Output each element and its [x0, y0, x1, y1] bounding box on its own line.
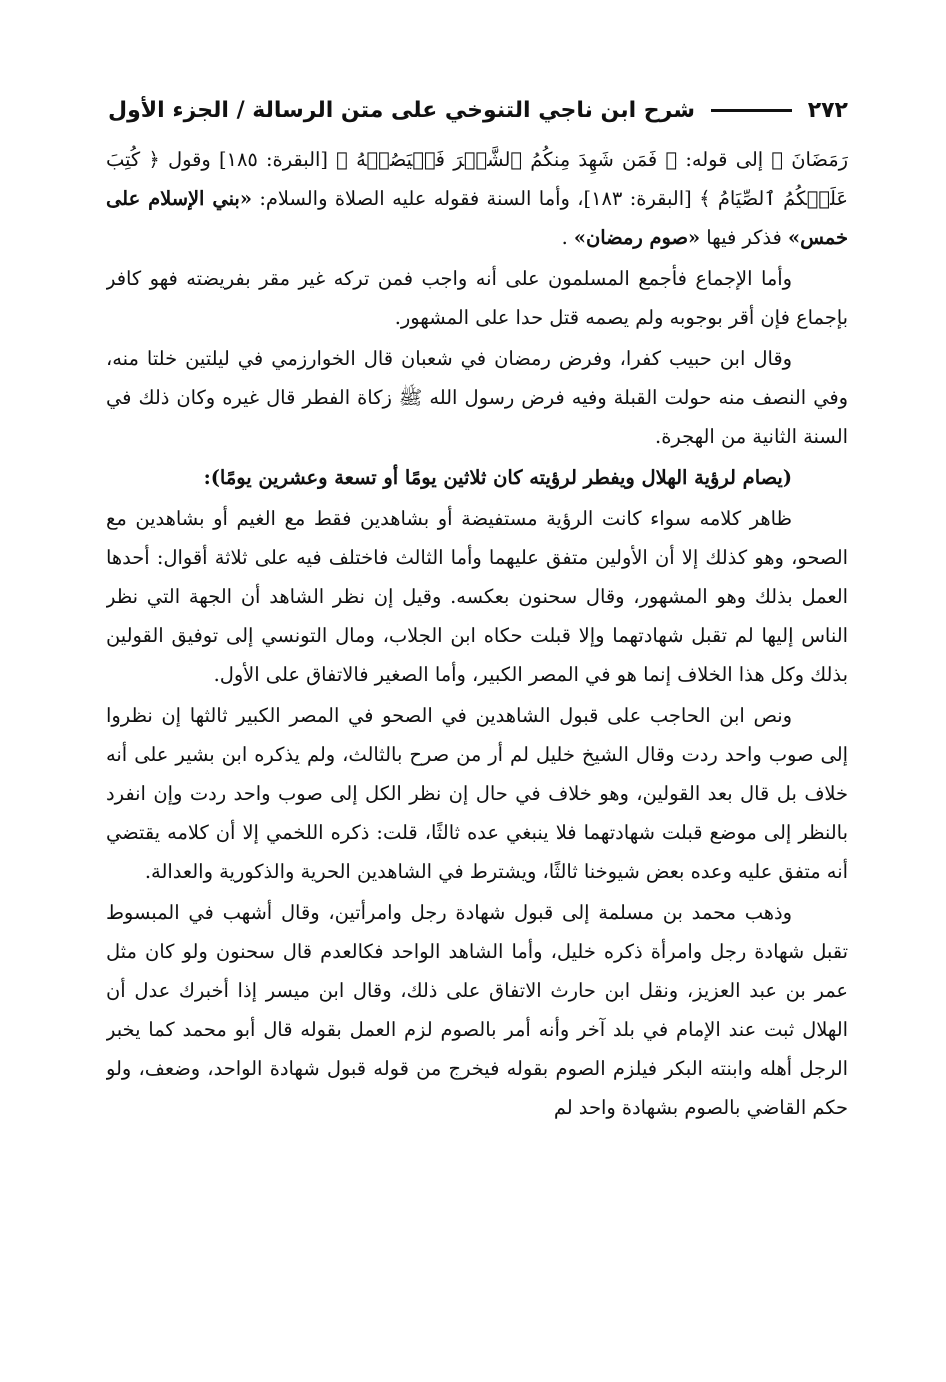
- paragraph-4: ظاهر كلامه سواء كانت الرؤية مستفيضة أو بشاهدين فقط مع الغيم أو بشاهدين مع الصحو، وهو كذلك إلا أن الأولين متفق عليهما وأما الثالث فاختلف فيه على ثلاثة أقوال: أحدها العمل بذلك وهو المشهور، وقال سحنون بعكسه. وقيل إن نظر الشاهد أن الجهة التي نظر الناس إليها لم تقبل شهادتهما وإلا قبلت حكاه ابن الجلاب، ومال التونسي إلى توفيق القولين بذلك وكل هذا الخلاف إنما هو في المصر الكبير، وأما الصغير فالاتفاق على الأول.: [106, 507, 848, 686]
- paragraph-1-text: رَمَضَانَ ﴾ إلى قوله: ﴿ فَمَن شَهِدَ مِنكُمُ ٱلشَّهۡرَ فَلۡيَصُمۡهُ ﴾ [البقرة: ١٨٥] وقول ﴿ كُتِبَ عَلَيۡكُمُ ٱلصِّيَامُ ﴾ [البقرة: ١٨٣]، وأما السنة فقوله عليه الصلاة والسلام:: [106, 148, 848, 210]
- paragraph-6: وذهب محمد بن مسلمة إلى قبول شهادة رجل وامرأتين، وقال أشهب في المبسوط تقبل شهادة رجل وامرأة ذكره خليل، وأما الشاهد الواحد فكالعدم قال سحنون ولو كان مثل عمر بن عبد العزيز، ونقل ابن حارث الاتفاق على ذلك، وقال ابن ميسر إذا أخبرك عدل أن الهلال ثبت عند الإمام في بلد آخر وأنه أمر بالصوم لزم العمل بقوله قال أبو محمد كما يخبر الرجل أهله وابنته البكر فيلزم الصوم بقوله فيخرج من قوله قبول شهادة الواحد، وضعف، ولو حكم القاضي بالصوم بشهادة واحد لم: [106, 901, 848, 1119]
- running-title: شرح ابن ناجي التنوخي على متن الرسالة / الجزء الأول: [108, 97, 695, 123]
- section-heading: (يصام لرؤية الهلال ويفطر لرؤيته كان ثلاثين يومًا أو تسعة وعشرين يومًا):: [203, 466, 792, 489]
- paragraph-1: [106, 140, 848, 257]
- paragraph-2: وأما الإجماع فأجمع المسلمون على أنه واجب فمن تركه غير مقر بفريضته فهو كافر بإجماع فإن أقر بوجوبه ولم يصمه قتل حدا على المشهور.: [106, 267, 848, 329]
- hadith-quote-2: «صوم رمضان»: [573, 226, 701, 249]
- paragraph-5: ونص ابن الحاجب على قبول الشاهدين في الصحو في المصر الكبير ثالثها إن نظروا إلى صوب واحد ردت وقال الشيخ خليل لم أر من صرح بالثالث، ولم يذكره ابن بشير على أنه خلاف بل قال بعد القولين، وهو خلاف في حال إن نظر الكل إلى صوب واحد ردت وإن انفرد بالنظر إلى موضع قبلت شهادتهما فلا ينبغي عده ثالثًا، قلت: ذكره اللخمي إلا أن كلامه يقتضي أنه متفق عليه وعده بعض شيوخنا ثالثًا، ويشترط في الشاهدين الحرية والذكورية والعدالة.: [106, 704, 848, 883]
- page-number: ٢٧٢: [807, 97, 848, 123]
- page-header: [108, 88, 848, 132]
- paragraph-1-text-2: فذكر فيها: [700, 226, 788, 249]
- page-body: [106, 140, 848, 1352]
- hadith-quote: «بني الإسلام على خمس»: [106, 187, 848, 249]
- header-rule: [711, 109, 792, 112]
- paragraph-1-text-3: .: [561, 226, 574, 249]
- paragraph-3: وقال ابن حبيب كفرا، وفرض رمضان في شعبان قال الخوارزمي في ليلتين خلتا منه، وفي النصف منه حولت القبلة وفيه فرض رسول الله ﷺ زكاة الفطر قال غيره وكان ذلك في السنة الثانية من الهجرة.: [106, 347, 848, 448]
